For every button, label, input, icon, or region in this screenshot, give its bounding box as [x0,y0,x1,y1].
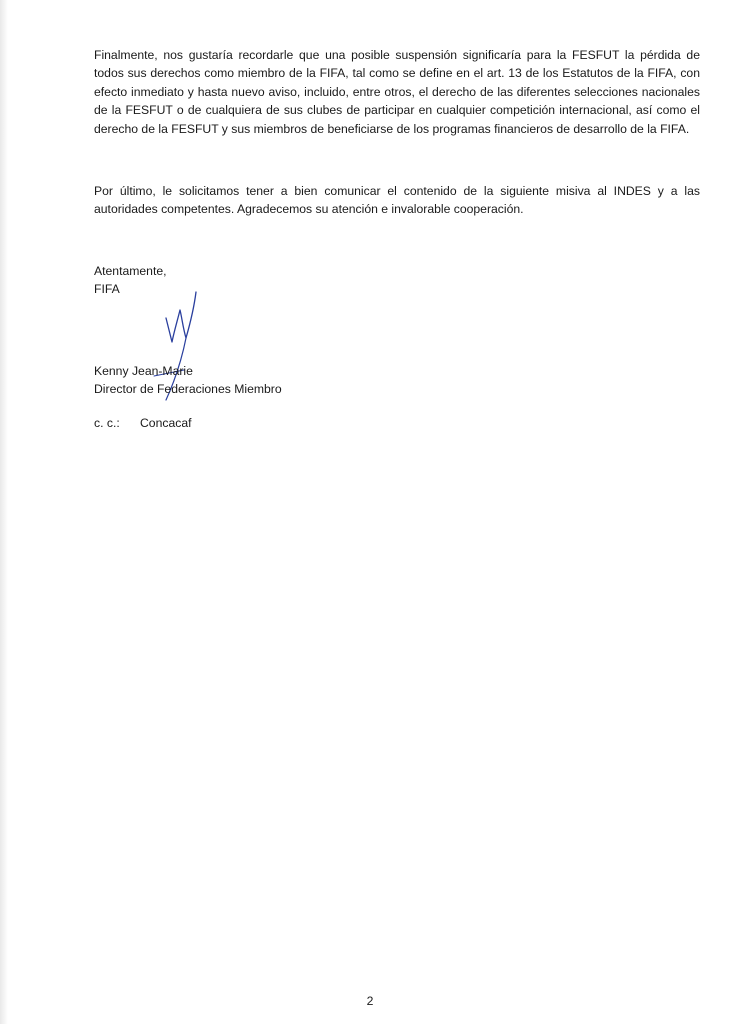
closing-organization: FIFA [94,282,120,297]
carbon-copy-line [94,414,192,432]
paragraph-suspension-notice: Finalmente, nos gustaría recordarle que una posible suspensión significaría para la FESFUT la pérdida de todos sus derechos como miembro de la FIFA, tal como se define en el art. 13 de los Estatutos de la FIFA, con efecto inmediato y hasta nuevo aviso, incluido, entre otros, el derecho de las diferentes selecciones nacionales de la FESFUT o de cualquiera de sus clubes de participar en cualquier competición internacional, así como el derecho de la FESFUT y sus miembros de beneficiarse de los programas financieros de desarrollo de la FIFA. [94,48,700,136]
signer-block [94,362,282,399]
page-edge [0,0,8,1024]
closing-salutation: Atentamente, [94,264,167,278]
signer-title: Director de Federaciones Miembro [94,382,282,397]
cc-recipient: Concacaf [140,416,192,430]
signer-name: Kenny Jean-Marie [94,364,193,378]
paragraph-request: Por último, le solicitamos tener a bien comunicar el contenido de la siguiente misiva al INDES y a las autoridades competentes. Agradecemos su atención e invalorable cooperación. [94,184,700,217]
cc-label: c. c.: [94,416,120,430]
page-number: 2 [366,994,374,1008]
